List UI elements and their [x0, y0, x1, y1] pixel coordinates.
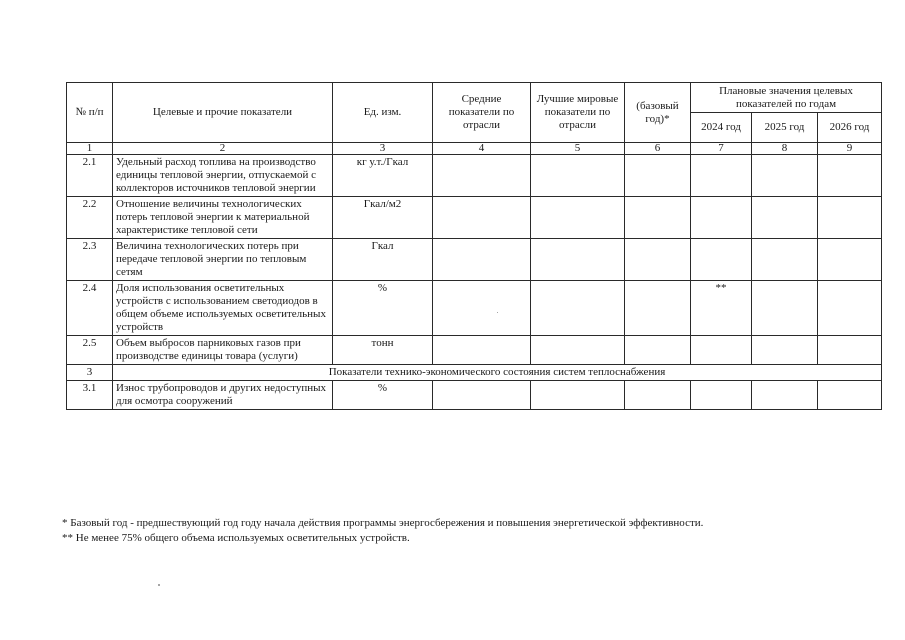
table-row [67, 155, 882, 197]
header-year-2026: 2026 год [818, 113, 882, 143]
index-cell: 1 [67, 143, 113, 155]
row-unit: Гкал [333, 239, 433, 281]
cell-2026 [818, 197, 882, 239]
row-unit: % [333, 281, 433, 336]
row-num: 3.1 [67, 381, 113, 410]
row-num: 2.1 [67, 155, 113, 197]
table-row [67, 281, 882, 336]
footnote-base-year: * Базовый год - предшествующий год году начала действия программы энергосбережения и повышения энергетической эффективности. [62, 517, 704, 529]
index-cell: 8 [752, 143, 818, 155]
cell-2026 [818, 336, 882, 365]
section-title: Показатели технико-экономического состояния систем теплоснабжения [113, 365, 882, 381]
header-best: Лучшие мировые показатели по отрасли [531, 83, 625, 143]
cell-2024 [691, 381, 752, 410]
footnotes [62, 516, 703, 546]
header-num: № п/п [67, 83, 113, 143]
section-num: 3 [67, 365, 113, 381]
row-unit: тонн [333, 336, 433, 365]
indicators-table [66, 82, 882, 410]
cell-2024-footnote-mark: ** [691, 281, 752, 336]
cell-best [531, 155, 625, 197]
header-row-1 [67, 83, 882, 113]
row-num: 2.3 [67, 239, 113, 281]
cell-2024 [691, 336, 752, 365]
cell-best [531, 197, 625, 239]
cell-2026 [818, 281, 882, 336]
header-base-year: (базовый год)* [625, 83, 691, 143]
table-row [67, 197, 882, 239]
cell-2025 [752, 381, 818, 410]
row-unit: % [333, 381, 433, 410]
cell-best [531, 381, 625, 410]
index-cell: 9 [818, 143, 882, 155]
index-cell: 3 [333, 143, 433, 155]
index-cell: 2 [113, 143, 333, 155]
index-cell: 5 [531, 143, 625, 155]
cell-2026 [818, 155, 882, 197]
header-unit: Ед. изм. [333, 83, 433, 143]
cell-avg [433, 197, 531, 239]
cell-2024 [691, 239, 752, 281]
cell-2024 [691, 197, 752, 239]
index-cell: 7 [691, 143, 752, 155]
cell-base [625, 281, 691, 336]
table-row [67, 239, 882, 281]
cell-base [625, 197, 691, 239]
cell-best [531, 281, 625, 336]
row-indicator: Доля использования осветительных устройств с использованием светодиодов в общем объеме используемых осветительных устройств [113, 281, 333, 336]
scan-speck [158, 584, 160, 586]
row-unit: Гкал/м2 [333, 197, 433, 239]
cell-base [625, 381, 691, 410]
table-row [67, 381, 882, 410]
cell-base [625, 155, 691, 197]
header-year-2024: 2024 год [691, 113, 752, 143]
row-indicator: Износ трубопроводов и других недоступных для осмотра сооружений [113, 381, 333, 410]
cell-avg [433, 155, 531, 197]
row-indicator: Объем выбросов парниковых газов при производстве единицы товара (услуги) [113, 336, 333, 365]
cell-2025 [752, 155, 818, 197]
cell-2026 [818, 381, 882, 410]
index-cell: 4 [433, 143, 531, 155]
cell-2025 [752, 239, 818, 281]
cell-avg [433, 381, 531, 410]
cell-avg [433, 336, 531, 365]
header-year-2025: 2025 год [752, 113, 818, 143]
cell-2026 [818, 239, 882, 281]
row-indicator: Удельный расход топлива на производство единицы тепловой энергии, отпускаемой с коллекторов источников тепловой энергии [113, 155, 333, 197]
header-avg: Средние показатели по отрасли [433, 83, 531, 143]
section-header-row [67, 365, 882, 381]
index-cell: 6 [625, 143, 691, 155]
cell-base [625, 239, 691, 281]
scan-speck [497, 312, 498, 313]
cell-2025 [752, 281, 818, 336]
cell-best [531, 239, 625, 281]
cell-best [531, 336, 625, 365]
row-indicator: Величина технологических потерь при передаче тепловой энергии по тепловым сетям [113, 239, 333, 281]
cell-2025 [752, 197, 818, 239]
footnote-led-share: ** Не менее 75% общего объема используемых осветительных устройств. [62, 532, 410, 544]
header-plan: Плановые значения целевых показателей по годам [691, 83, 882, 113]
cell-base [625, 336, 691, 365]
row-num: 2.2 [67, 197, 113, 239]
row-num: 2.4 [67, 281, 113, 336]
header-indicators: Целевые и прочие показатели [113, 83, 333, 143]
row-num: 2.5 [67, 336, 113, 365]
cell-avg [433, 239, 531, 281]
cell-2024 [691, 155, 752, 197]
table-row [67, 336, 882, 365]
column-index-row [67, 143, 882, 155]
row-unit: кг у.т./Гкал [333, 155, 433, 197]
cell-2025 [752, 336, 818, 365]
cell-avg [433, 281, 531, 336]
row-indicator: Отношение величины технологических потерь тепловой энергии к материальной характеристике тепловой сети [113, 197, 333, 239]
